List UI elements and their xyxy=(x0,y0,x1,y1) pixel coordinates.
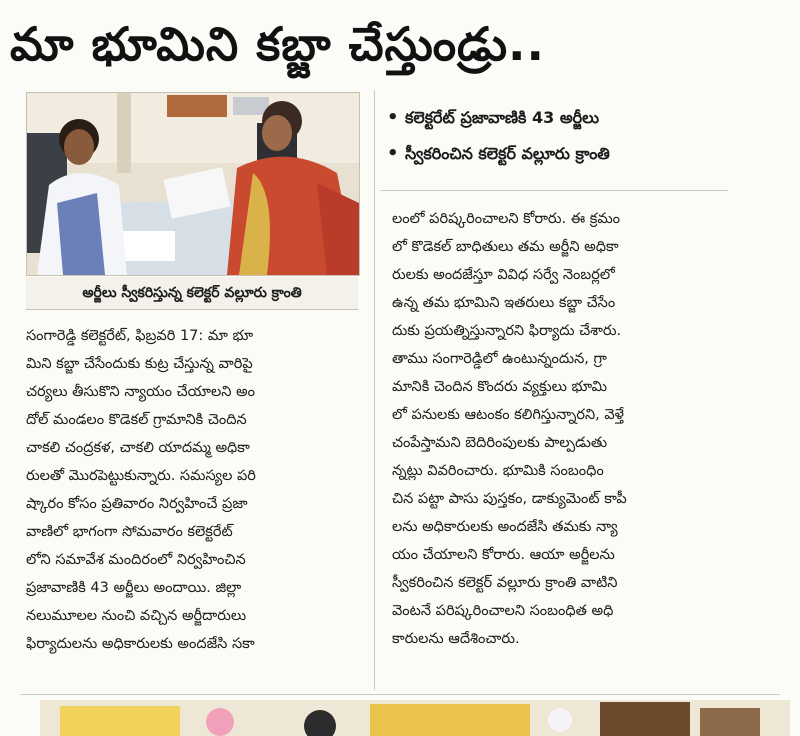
body-line: ఉన్న తమ భూమిని ఇతరులు కబ్జా చేసేం xyxy=(392,295,616,311)
body-line: చర్యలు తీసుకొని న్యాయం చేయాలని అం xyxy=(26,384,255,400)
body-line: మానికి చెందిన కొందరు వ్యక్తులు భూమి xyxy=(392,379,607,395)
bullet-dot-icon: • xyxy=(387,107,399,128)
article-body-right-column xyxy=(392,205,720,681)
body-line: ష్కారం కోసం ప్రతివారం నిర్వహించే ప్రజా xyxy=(26,496,248,512)
column-divider xyxy=(374,90,375,690)
body-line: నలుమూలల నుంచి వచ్చిన అర్జీదారులు xyxy=(26,608,247,624)
highlight-bullets xyxy=(387,100,722,172)
body-line: వెంటనే పరిష్కరించాలని సంబంధిత అధి xyxy=(392,603,614,619)
body-line: న్నట్లు వివరించారు. భూమికి సంబంధిం xyxy=(392,463,604,479)
bullet-dot-icon: • xyxy=(387,143,399,164)
body-line: లను అధికారులకు అందజేసి తమకు న్యా xyxy=(392,519,618,535)
next-article-photo xyxy=(40,700,790,736)
next-article-photo-strip xyxy=(40,700,790,736)
bottom-divider xyxy=(20,694,780,695)
body-line: ప్రజావాణికి 43 అర్జీలు అందాయి. జిల్లా xyxy=(26,580,242,596)
body-line: స్వీకరించిన కలెక్టర్ వల్లూరు క్రాంతి వాటిని xyxy=(392,575,618,591)
bullet-item xyxy=(387,100,722,136)
body-line: చాకలి చంద్రకళ, చాకలి యాదమ్మ అధికా xyxy=(26,440,250,456)
body-line: దుకు ప్రయత్నిస్తున్నారని ఫిర్యాదు చేశారు. xyxy=(392,323,622,339)
bullet-item xyxy=(387,136,722,172)
body-line: రులకు అందజేస్తూ వివిధ సర్వే నెంబర్లలో xyxy=(392,267,615,283)
body-line: రులతో మొరపెట్టుకున్నారు. సమస్యల పరి xyxy=(26,468,256,484)
photo-caption: అర్జీలు స్వీకరిస్తున్న కలెక్టర్ వల్లూరు క్రాంతి xyxy=(26,277,358,310)
section-divider xyxy=(380,190,728,191)
body-line: చంపేస్తామని బెదిరింపులకు పాల్పడుతు xyxy=(392,435,608,451)
bullet-text: కలెక్టరేట్ ప్రజావాణికి 43 అర్జీలు xyxy=(405,108,599,127)
body-line: లోని సమావేశ మందిరంలో నిర్వహించిన xyxy=(26,552,246,568)
body-line: దోల్ మండలం కొడెకల్ గ్రామానికి చెందిన xyxy=(26,412,247,428)
news-photo xyxy=(26,92,360,276)
body-line: లో కొడెకల్ బాధితులు తమ అర్జీని అధికా xyxy=(392,239,619,255)
body-line: తాము సంగారెడ్డిలో ఉంటున్నందున, గ్రా xyxy=(392,351,607,367)
headline: మా భూమిని కబ్జా చేస్తుండ్రు.. xyxy=(10,17,545,71)
body-line: ఫిర్యాదులను అధికారులకు అందజేసి సకా xyxy=(26,636,255,652)
body-line: వాణిలో భాగంగా సోమవారం కలెక్టరేట్ xyxy=(26,524,233,540)
body-line: లంలో పరిష్కరించాలని కోరారు. ఈ క్రమం xyxy=(392,211,621,227)
body-line: యం చేయాలని కోరారు. ఆయా అర్జీలను xyxy=(392,547,615,563)
body-line: చిన పట్టా పాసు పుస్తకం, డాక్యుమెంట్ కాపీ xyxy=(392,491,627,507)
body-line: సంగారెడ్డి కలెక్టరేట్, ఫిబ్రవరి 17: మా భూ xyxy=(26,328,254,344)
article-body-left-column xyxy=(26,322,362,686)
bullet-text: స్వీకరించిన కలెక్టర్ వల్లూరు క్రాంతి xyxy=(405,144,610,163)
body-line: మిని కబ్జా చేసేందుకు కుట్ర చేస్తున్న వారిపై xyxy=(26,356,253,372)
body-line: కారులను ఆదేశించారు. xyxy=(392,631,520,647)
news-photo-image xyxy=(27,93,359,275)
body-line: లో పనులకు ఆటంకం కలిగిస్తున్నారని, వెళ్తే xyxy=(392,407,625,423)
